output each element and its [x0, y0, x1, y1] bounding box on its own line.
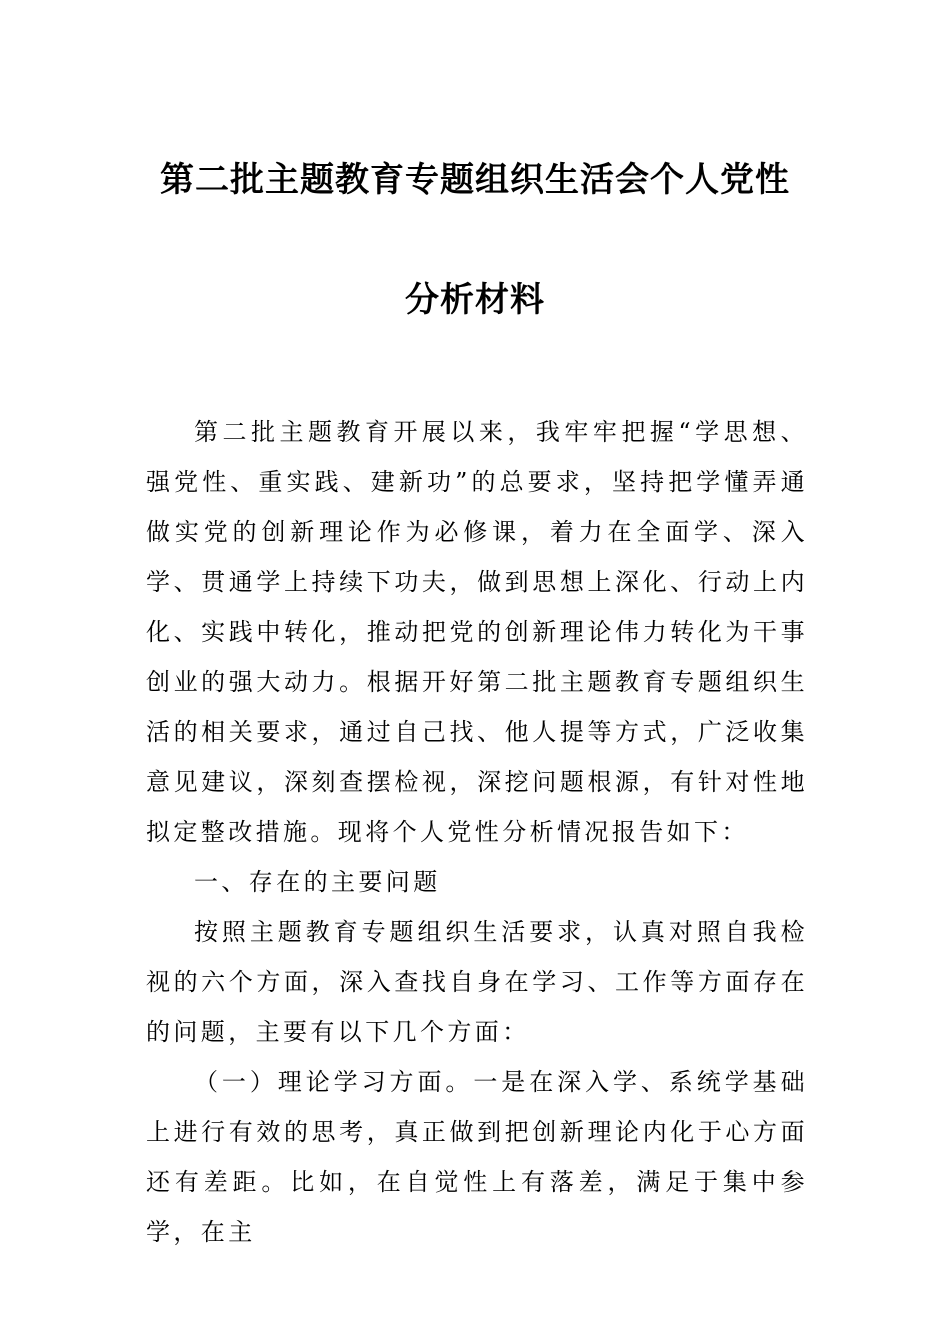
document-body — [146, 407, 808, 1257]
document-title-line-1: 第二批主题教育专题组织生活会个人党性 — [160, 160, 790, 200]
subsection-theory-study-paragraph: （一）理论学习方面。一是在深入学、系统学基础上进行有效的思考，真正做到把创新理论内化于心方面还有差距。比如，在自觉性上有落差，满足于集中参学，在主 — [146, 1068, 808, 1246]
document-title-line-2: 分析材料 — [405, 280, 545, 320]
section-heading-1: 一、存在的主要问题 — [194, 868, 441, 896]
section-intro-paragraph: 按照主题教育专题组织生活要求，认真对照自我检视的六个方面，深入查找自身在学习、工作等方面存在的问题，主要有以下几个方面： — [146, 918, 808, 1046]
intro-paragraph: 第二批主题教育开展以来，我牢牢把握“学思想、强党性、重实践、建新功”的总要求，坚持把学懂弄通做实党的创新理论作为必修课，着力在全面学、深入学、贯通学上持续下功夫，做到思想上深化、行动上内化、实践中转化，推动把党的创新理论伟力转化为干事创业的强大动力。根据开好第二批主题教育专题组织生活的相关要求，通过自己找、他人提等方式，广泛收集意见建议，深刻查摆检视，深挖问题根源，有针对性地拟定整改措施。现将个人党性分析情况报告如下： — [146, 418, 808, 846]
